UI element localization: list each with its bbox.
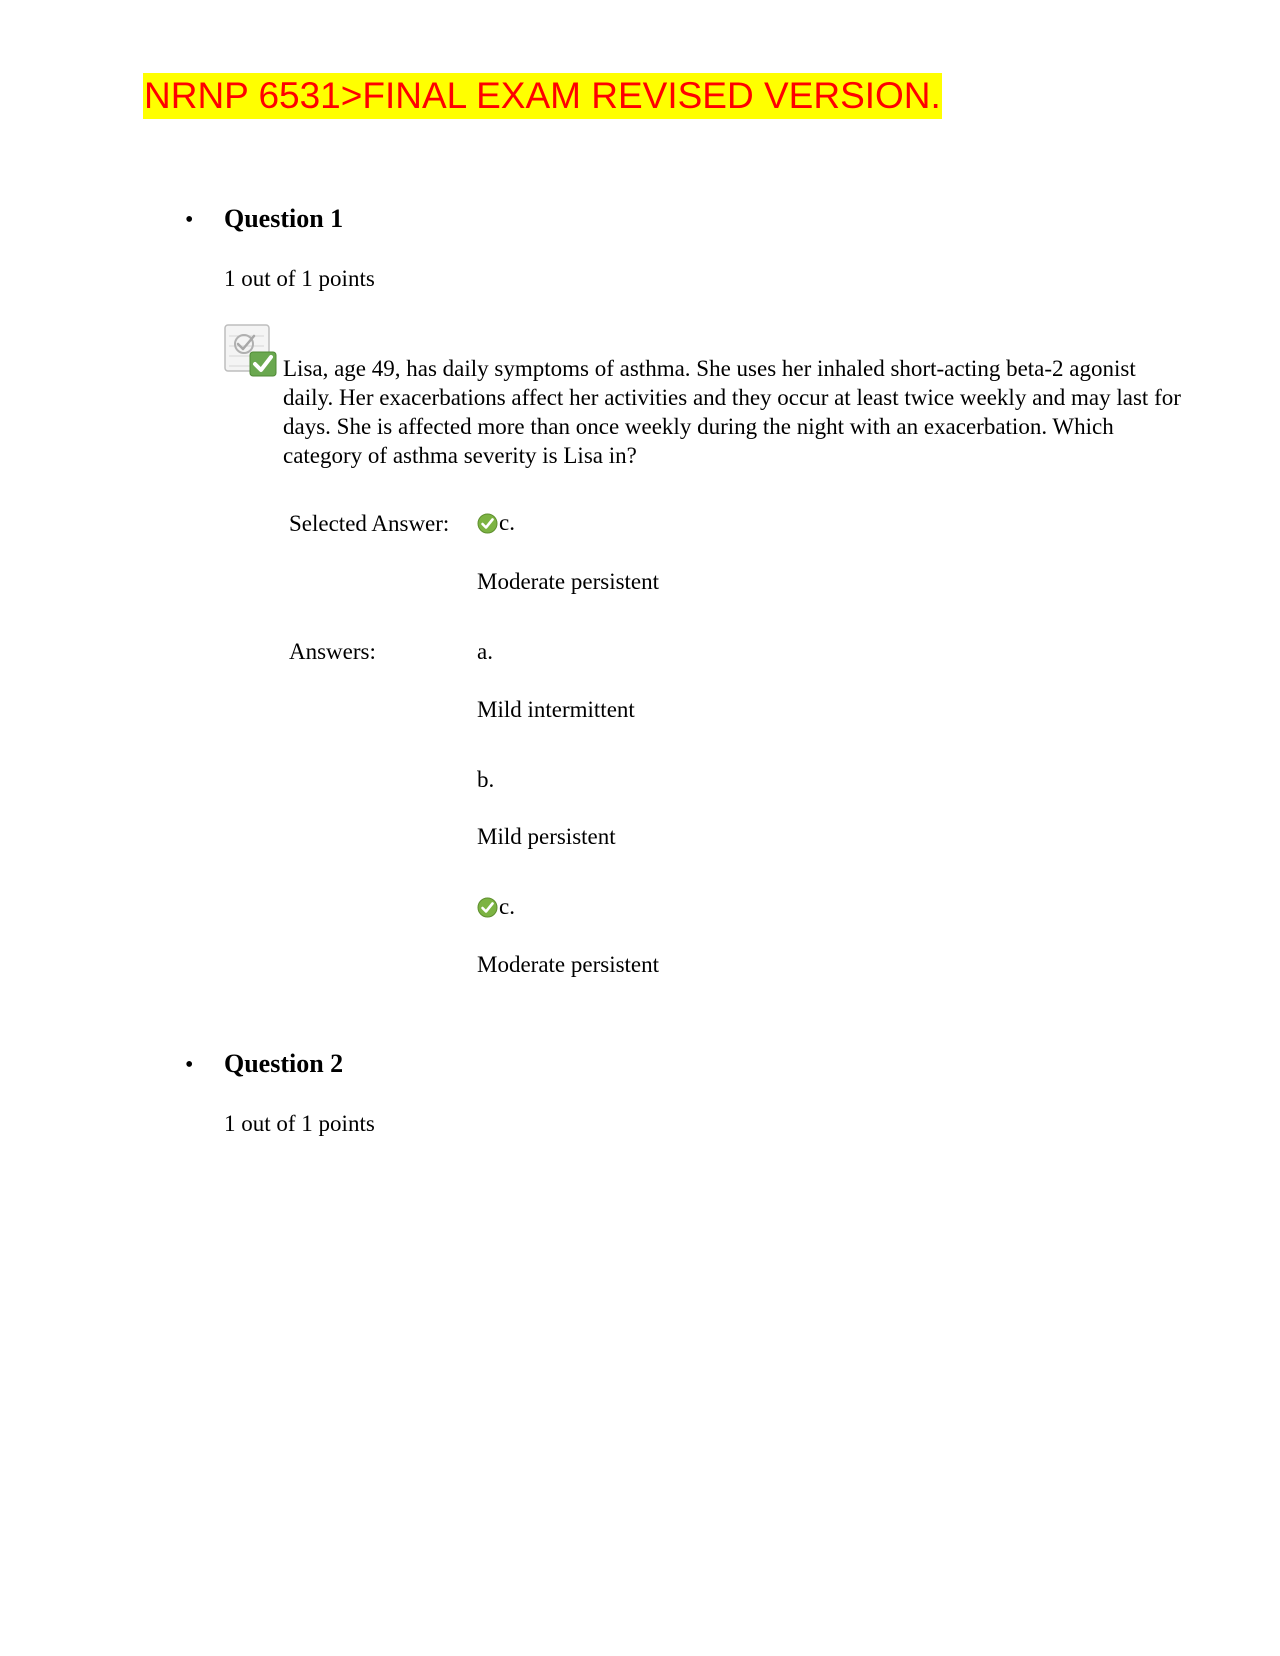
selected-answer-letter: c. bbox=[499, 510, 515, 535]
answers-label: Answers: bbox=[289, 639, 376, 664]
question-2-points: 1 out of 1 points bbox=[224, 1111, 375, 1136]
answer-c-letter: c. bbox=[499, 894, 515, 919]
selected-answer-option bbox=[477, 509, 515, 537]
document-title: NRNP 6531>FINAL EXAM REVISED VERSION. bbox=[143, 73, 942, 119]
question-1-points: 1 out of 1 points bbox=[224, 266, 375, 291]
question-1-text: Lisa, age 49, has daily symptoms of asthma. She uses her inhaled short-acting beta-2 agonist daily. Her exacerbations affect her activities and they occur at least twice weekly and may last for days. She is affected more than once weekly during the night with an exacerbation. Which category of asthma severity is Lisa in? bbox=[283, 356, 1181, 468]
question-2-bullet: • bbox=[185, 1052, 194, 1078]
question-1-heading: Question 1 bbox=[224, 204, 344, 233]
answer-a-text: Mild intermittent bbox=[477, 697, 635, 722]
question-1-bullet: • bbox=[185, 207, 194, 233]
answer-a-letter: a. bbox=[477, 639, 493, 664]
answer-c-option bbox=[477, 893, 515, 921]
answer-b-letter: b. bbox=[477, 767, 495, 792]
question-2-heading: Question 2 bbox=[224, 1049, 344, 1078]
answer-c-text: Moderate persistent bbox=[477, 952, 660, 977]
answer-b-text: Mild persistent bbox=[477, 824, 616, 849]
correct-question-icon bbox=[224, 324, 278, 378]
selected-answer-label: Selected Answer: bbox=[289, 511, 450, 536]
correct-check-icon bbox=[477, 513, 498, 534]
correct-check-icon bbox=[477, 897, 498, 918]
selected-answer-text: Moderate persistent bbox=[477, 569, 660, 594]
